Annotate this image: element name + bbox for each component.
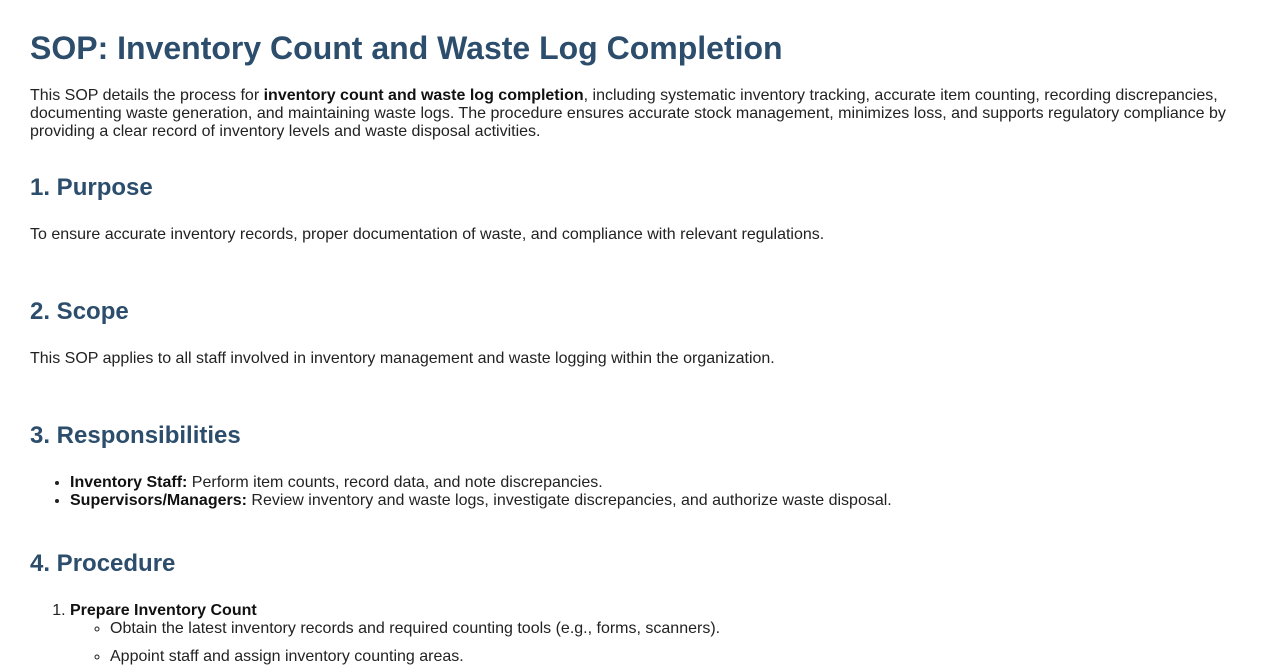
role-description: Perform item counts, record data, and note discrepancies.: [187, 474, 603, 491]
procedure-steps: [30, 602, 1233, 666]
role-label: Supervisors/Managers:: [70, 492, 247, 509]
intro-prefix: This SOP details the process for: [30, 87, 264, 104]
role-description: Review inventory and waste logs, investigate discrepancies, and authorize waste disposal.: [246, 492, 892, 509]
responsibilities-list: [30, 474, 1233, 510]
responsibilities-heading: 3. Responsibilities: [30, 422, 241, 449]
substep-list: [70, 620, 1233, 666]
purpose-heading: 1. Purpose: [30, 174, 153, 201]
purpose-text: To ensure accurate inventory records, proper documentation of waste, and compliance with relevant regulations.: [30, 226, 825, 243]
intro-bold-phrase: inventory count and waste log completion: [263, 87, 584, 104]
substep-item: ◦ Appoint staff and assign inventory counting areas.: [110, 648, 1233, 666]
intro-suffix: , including systematic inventory tracking, accurate item counting, recording discrepancies, documenting waste generation, and maintaining waste logs. The procedure ensures accurate stock management, minimizes loss, and supports regulatory compliance by providing a clear record of inventory levels and waste disposal activities.: [30, 87, 1226, 140]
list-item: [70, 492, 1233, 510]
scope-heading: 2. Scope: [30, 298, 129, 325]
scope-text: This SOP applies to all staff involved in inventory management and waste logging within the organization.: [30, 350, 775, 367]
list-item: [70, 474, 1233, 492]
intro-paragraph: [30, 87, 1233, 141]
page-title: SOP: Inventory Count and Waste Log Completion: [30, 30, 783, 66]
step-title: Prepare Inventory Count: [70, 602, 257, 619]
substep-item: ◦ Obtain the latest inventory records and required counting tools (e.g., forms, scanners).: [110, 620, 1233, 638]
procedure-step: [70, 602, 1233, 666]
procedure-heading: 4. Procedure: [30, 550, 176, 577]
role-label: Inventory Staff:: [70, 474, 188, 491]
